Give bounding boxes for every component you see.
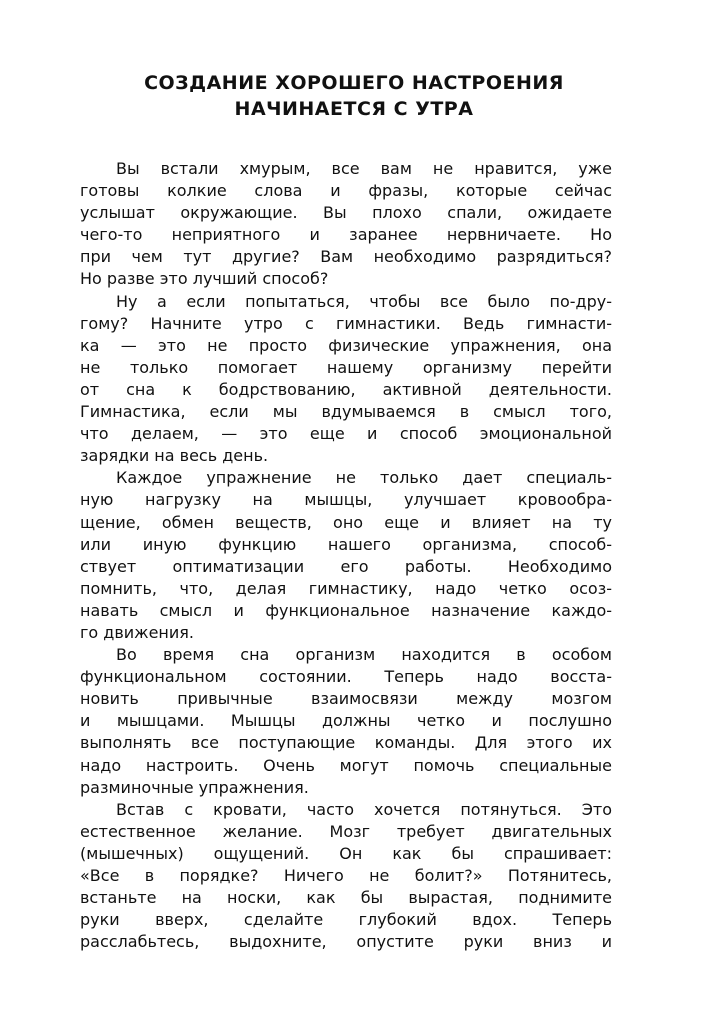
text-line: (мышечных) ощущений. Он как бы спрашивает: [80,843,612,863]
text-line: «Все в порядке? Ничего не болит?» Потянитесь, [80,866,612,885]
paragraph [80,158,612,291]
text-line: что делаем, — это еще и способ эмоциональной [80,424,612,444]
text-line: услышат окружающие. Вы плохо спали, ожидаете [80,203,612,223]
text-line: или иную функцию нашего организма, способ- [80,534,612,554]
text-line: Ну а если попытаться, чтобы все было по-дру- [116,291,612,311]
text-line: Но разве это лучший способ? [80,269,329,289]
text-line: естественное желание. Мозг требует двигательных [80,821,612,841]
text-line: при чем тут другие? Вам необходимо разрядиться? [80,247,612,267]
text-line: навать смысл и функциональное назначение каждо- [80,600,612,620]
text-line: не только помогает нашему организму перейти [80,357,612,377]
paragraph [80,799,612,954]
text-line: зарядки на весь день. [80,446,269,466]
text-line: го движения. [80,622,194,642]
text-line: чего-то неприятного и заранее нервничаете. Но [80,225,612,245]
text-line: расслабьтесь, выдохните, опустите руки вниз и [80,932,612,952]
paragraph [80,291,612,468]
text-line: помнить, что, делая гимнастику, надо четко осоз- [80,578,612,598]
text-line: выполнять все поступающие команды. Для этого их [80,733,612,753]
text-line: от сна к бодрствованию, активной деятельности. [80,379,612,399]
body-text [80,158,612,953]
text-line: ка — это не просто физические упражнения, она [80,335,612,355]
text-line: Встав с кровати, часто хочется потянуться. Это [116,799,612,819]
text-line: Вы встали хмурым, все вам не нравится, уже [116,159,612,178]
paragraph [80,644,612,799]
text-line: надо настроить. Очень могут помочь специальные [80,755,612,775]
text-line: разминочные упражнения. [80,777,309,797]
text-line: щение, обмен веществ, оно еще и влияет на ту [80,512,612,532]
text-line: Каждое упражнение не только дает специаль- [116,468,612,488]
text-line: и мышцами. Мышцы должны четко и послушно [80,711,612,731]
text-line: гому? Начните утро с гимнастики. Ведь гимнасти- [80,313,612,333]
chapter-heading-line-2: НАЧИНАЕТСЯ С УТРА [234,98,474,120]
text-line: ную нагрузку на мышцы, улучшает кровообра- [80,490,612,510]
text-line: ствует оптиматизации его работы. Необходимо [80,556,612,576]
chapter-heading [0,70,708,122]
text-line: новить привычные взаимосвязи между мозгом [80,689,612,709]
text-line: функциональном состоянии. Теперь надо восста- [80,667,612,687]
text-line: встаньте на носки, как бы вырастая, поднимите [80,888,612,908]
text-line: Во время сна организм находится в особом [116,645,612,665]
text-line: Гимнастика, если мы вдумываемся в смысл того, [80,402,612,422]
text-line: руки вверх, сделайте глубокий вдох. Теперь [80,910,612,930]
text-line: готовы колкие слова и фразы, которые сейчас [80,181,612,201]
paragraph [80,467,612,644]
chapter-heading-line-1: СОЗДАНИЕ ХОРОШЕГО НАСТРОЕНИЯ [144,72,564,94]
